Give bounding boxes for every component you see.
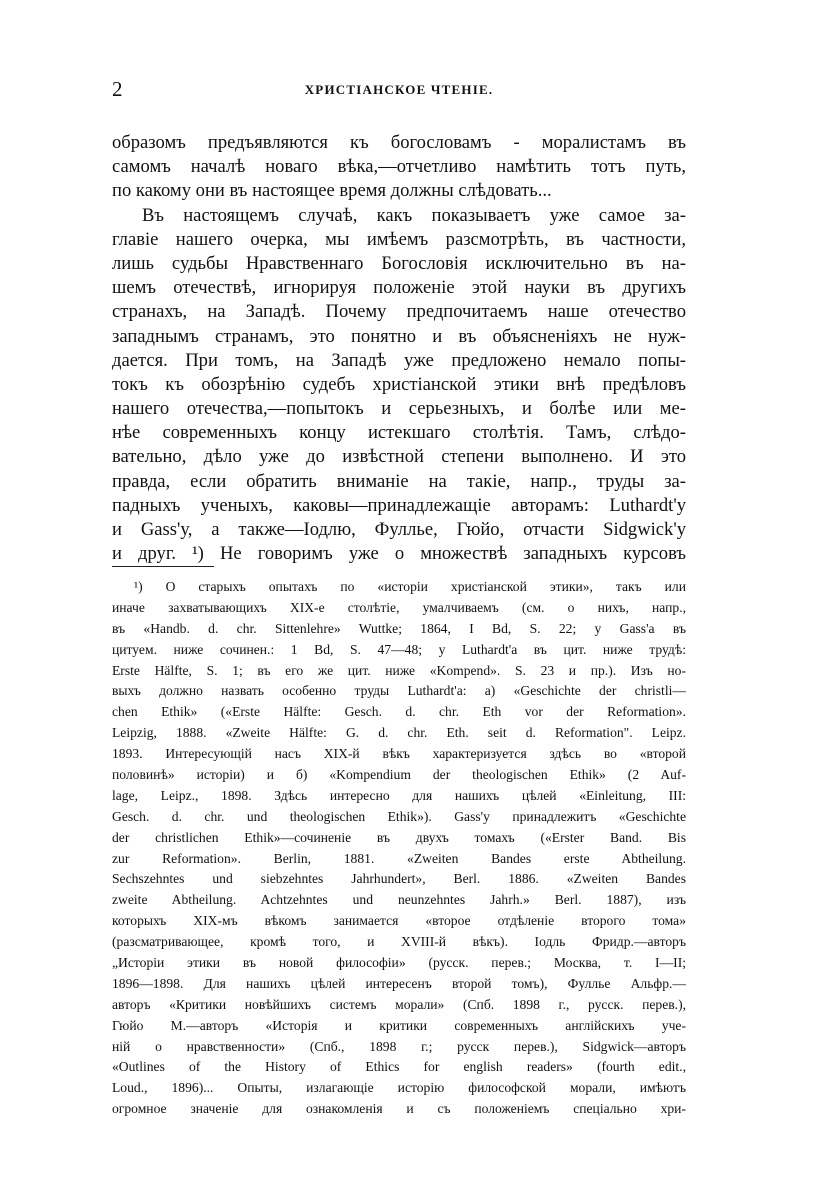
text-line: странахъ, на Западѣ. Почему предпочитаемъ наше отечество (112, 301, 686, 323)
footnote-line: Гюйо М.—авторъ «Исторія и критики современныхъ англійскихъ уче- (112, 1017, 686, 1033)
footnote-line: chen Ethik» («Erste Hälfte: Gesch. d. chr. Eth vor der Reformation». (112, 704, 686, 720)
footnote-line: Gesch. d. chr. und theologischen Ethik»). Gass'у принадлежитъ «Geschichte (112, 808, 686, 824)
text-line: вательно, дѣло уже до извѣстной степени выполнено. И это (112, 446, 686, 468)
paragraph-start-line: Въ настоящемъ случаѣ, какъ показываетъ уже самое за- (142, 204, 686, 226)
footnote-line: половинѣ» исторіи) и б) «Kompendium der theologischen Ethik» (2 Auf- (112, 767, 686, 783)
footnote-line: lage, Leipz., 1898. Здѣсь интересно для нашихъ цѣлей «Einleitung, III: (112, 787, 686, 803)
text-line: лишь судьбы Нравственнаго Богословія исключительно въ на- (112, 252, 686, 274)
footnote-line: zur Reformation». Berlin, 1881. «Zweiten Bandes erste Abtheilung. (112, 850, 686, 866)
footnote-line: въ «Handb. d. chr. Sittenlehre» Wuttke; 1864, I Bd, S. 22; у Gass'a въ (112, 620, 686, 636)
footnote-line: огромное значеніе для ознакомленія и съ положеніемъ спеціально хри- (112, 1101, 686, 1117)
footnote-line: „Исторіи этики въ новой философіи» (русск. перев.; Москва, т. I—II; (112, 955, 686, 971)
footnote-line: ній о нравственности» (Спб., 1898 г.; русск перев.), Sidgwick—авторъ (112, 1038, 686, 1054)
footnote-line: zweite Abtheilung. Achtzehntes und neunzehntes Jahrh.» Berl. 1887), изъ (112, 892, 686, 908)
footnote-line: Loud., 1896)... Опыты, излагающіе исторію философской морали, имѣютъ (112, 1080, 686, 1096)
footnote-line: иначе захватывающихъ XIX-е столѣтіе, умалчиваемъ (см. о нихъ, напр., (112, 599, 686, 615)
text-line: токъ къ обозрѣнію судебъ христіанской этики внѣ предѣловъ (112, 373, 686, 395)
text-line: дается. При томъ, на Западѣ уже предложено немало попы- (112, 349, 686, 371)
text-line: и Gass'у, а также—Іодлю, Фуллье, Гюйо, отчасти Sidgwick'у (112, 519, 686, 540)
text-line: по какому они въ настоящее время должны слѣдовать... (112, 180, 552, 202)
text-line: главіе нашего очерка, мы имѣемъ разсмотрѣть, въ частности, (112, 228, 686, 250)
text-line: и друг. ¹) Не говоримъ уже о множествѣ западныхъ курсовъ (112, 543, 686, 565)
footnote-line: Sechszehntes und siebzehntes Jahrhundert», Berl. 1886. «Zweiten Bandes (112, 871, 686, 887)
main-text (112, 131, 686, 566)
footnote-line: которыхъ XIX-мъ вѣкомъ занимается «второе отдѣленіе второго тома» (112, 913, 686, 929)
footnote-block (112, 577, 686, 1120)
footnote-line: Erste Hälfte, S. 1; въ его же цит. ниже «Kompend». S. 23 и пр.). Изъ но- (112, 662, 686, 678)
footnote-line: Leipzig, 1888. «Zweite Hälfte: G. d. chr. Eth. seit d. Reformation". Leipz. (112, 725, 686, 741)
footnote-line: выхъ должно назвать особенно труды Luthardt'a: а) «Geschichte der christli— (112, 683, 686, 699)
running-title: ХРИСТІАНСКОЕ ЧТЕНІЕ. (304, 82, 494, 97)
footnote-line: «Outlines of the History of Ethics for english readers» (fourth edit., (112, 1059, 686, 1075)
footnote-line: 1896—1898. Для нашихъ цѣлей интересенъ второй томъ), Фуллье Альфр.— (112, 975, 686, 991)
footnote-line: авторъ «Критики новѣйшихъ системъ морали» (Спб. 1898 г., русск. перев.), (112, 996, 686, 1012)
page-number: 2 (112, 77, 123, 101)
footnote-line: ¹) О старыхъ опытахъ по «исторіи христіанской этики», такъ или (134, 579, 686, 594)
page-header (112, 77, 686, 103)
text-line: нѣе современныхъ концу истекшаго столѣтія. Тамъ, слѣдо- (112, 422, 686, 444)
footnote-divider (112, 566, 214, 567)
text-line: западнымъ странамъ, это понятно и въ объясненіяхъ не нуж- (112, 325, 686, 347)
text-line: шемъ отечествѣ, игнорируя положеніе этой науки въ другихъ (112, 277, 686, 299)
text-line: образомъ предъявляются къ богословамъ - моралистамъ въ (112, 132, 686, 153)
text-line: падныхъ ученыхъ, каковы—принадлежащіе авторамъ: Luthardt'у (112, 494, 686, 516)
footnote-line: (разсматривающее, кромѣ того, и XVIII-й вѣкъ). Іодль Фридр.—авторъ (112, 934, 686, 950)
footnote-line: der christlichen Ethik»—сочиненіе въ двухъ томахъ («Erster Band. Bis (112, 829, 686, 845)
text-line: самомъ началѣ новаго вѣка,—отчетливо намѣтить тотъ путь, (112, 156, 686, 178)
text-line: нашего отечества,—попытокъ и серьезныхъ, и болѣе или ме- (112, 398, 686, 420)
footnote-line: цитуем. ниже сочинен.: 1 Bd, S. 47—48; у Luthardt'a въ цит. ниже трудѣ: (112, 641, 686, 657)
text-line: правда, если обратить вниманіе на такіе, напр., труды за- (112, 470, 686, 492)
footnote-line: 1893. Интересующій насъ XIX-й вѣкъ характеризуется здѣсь во «второй (112, 746, 686, 762)
